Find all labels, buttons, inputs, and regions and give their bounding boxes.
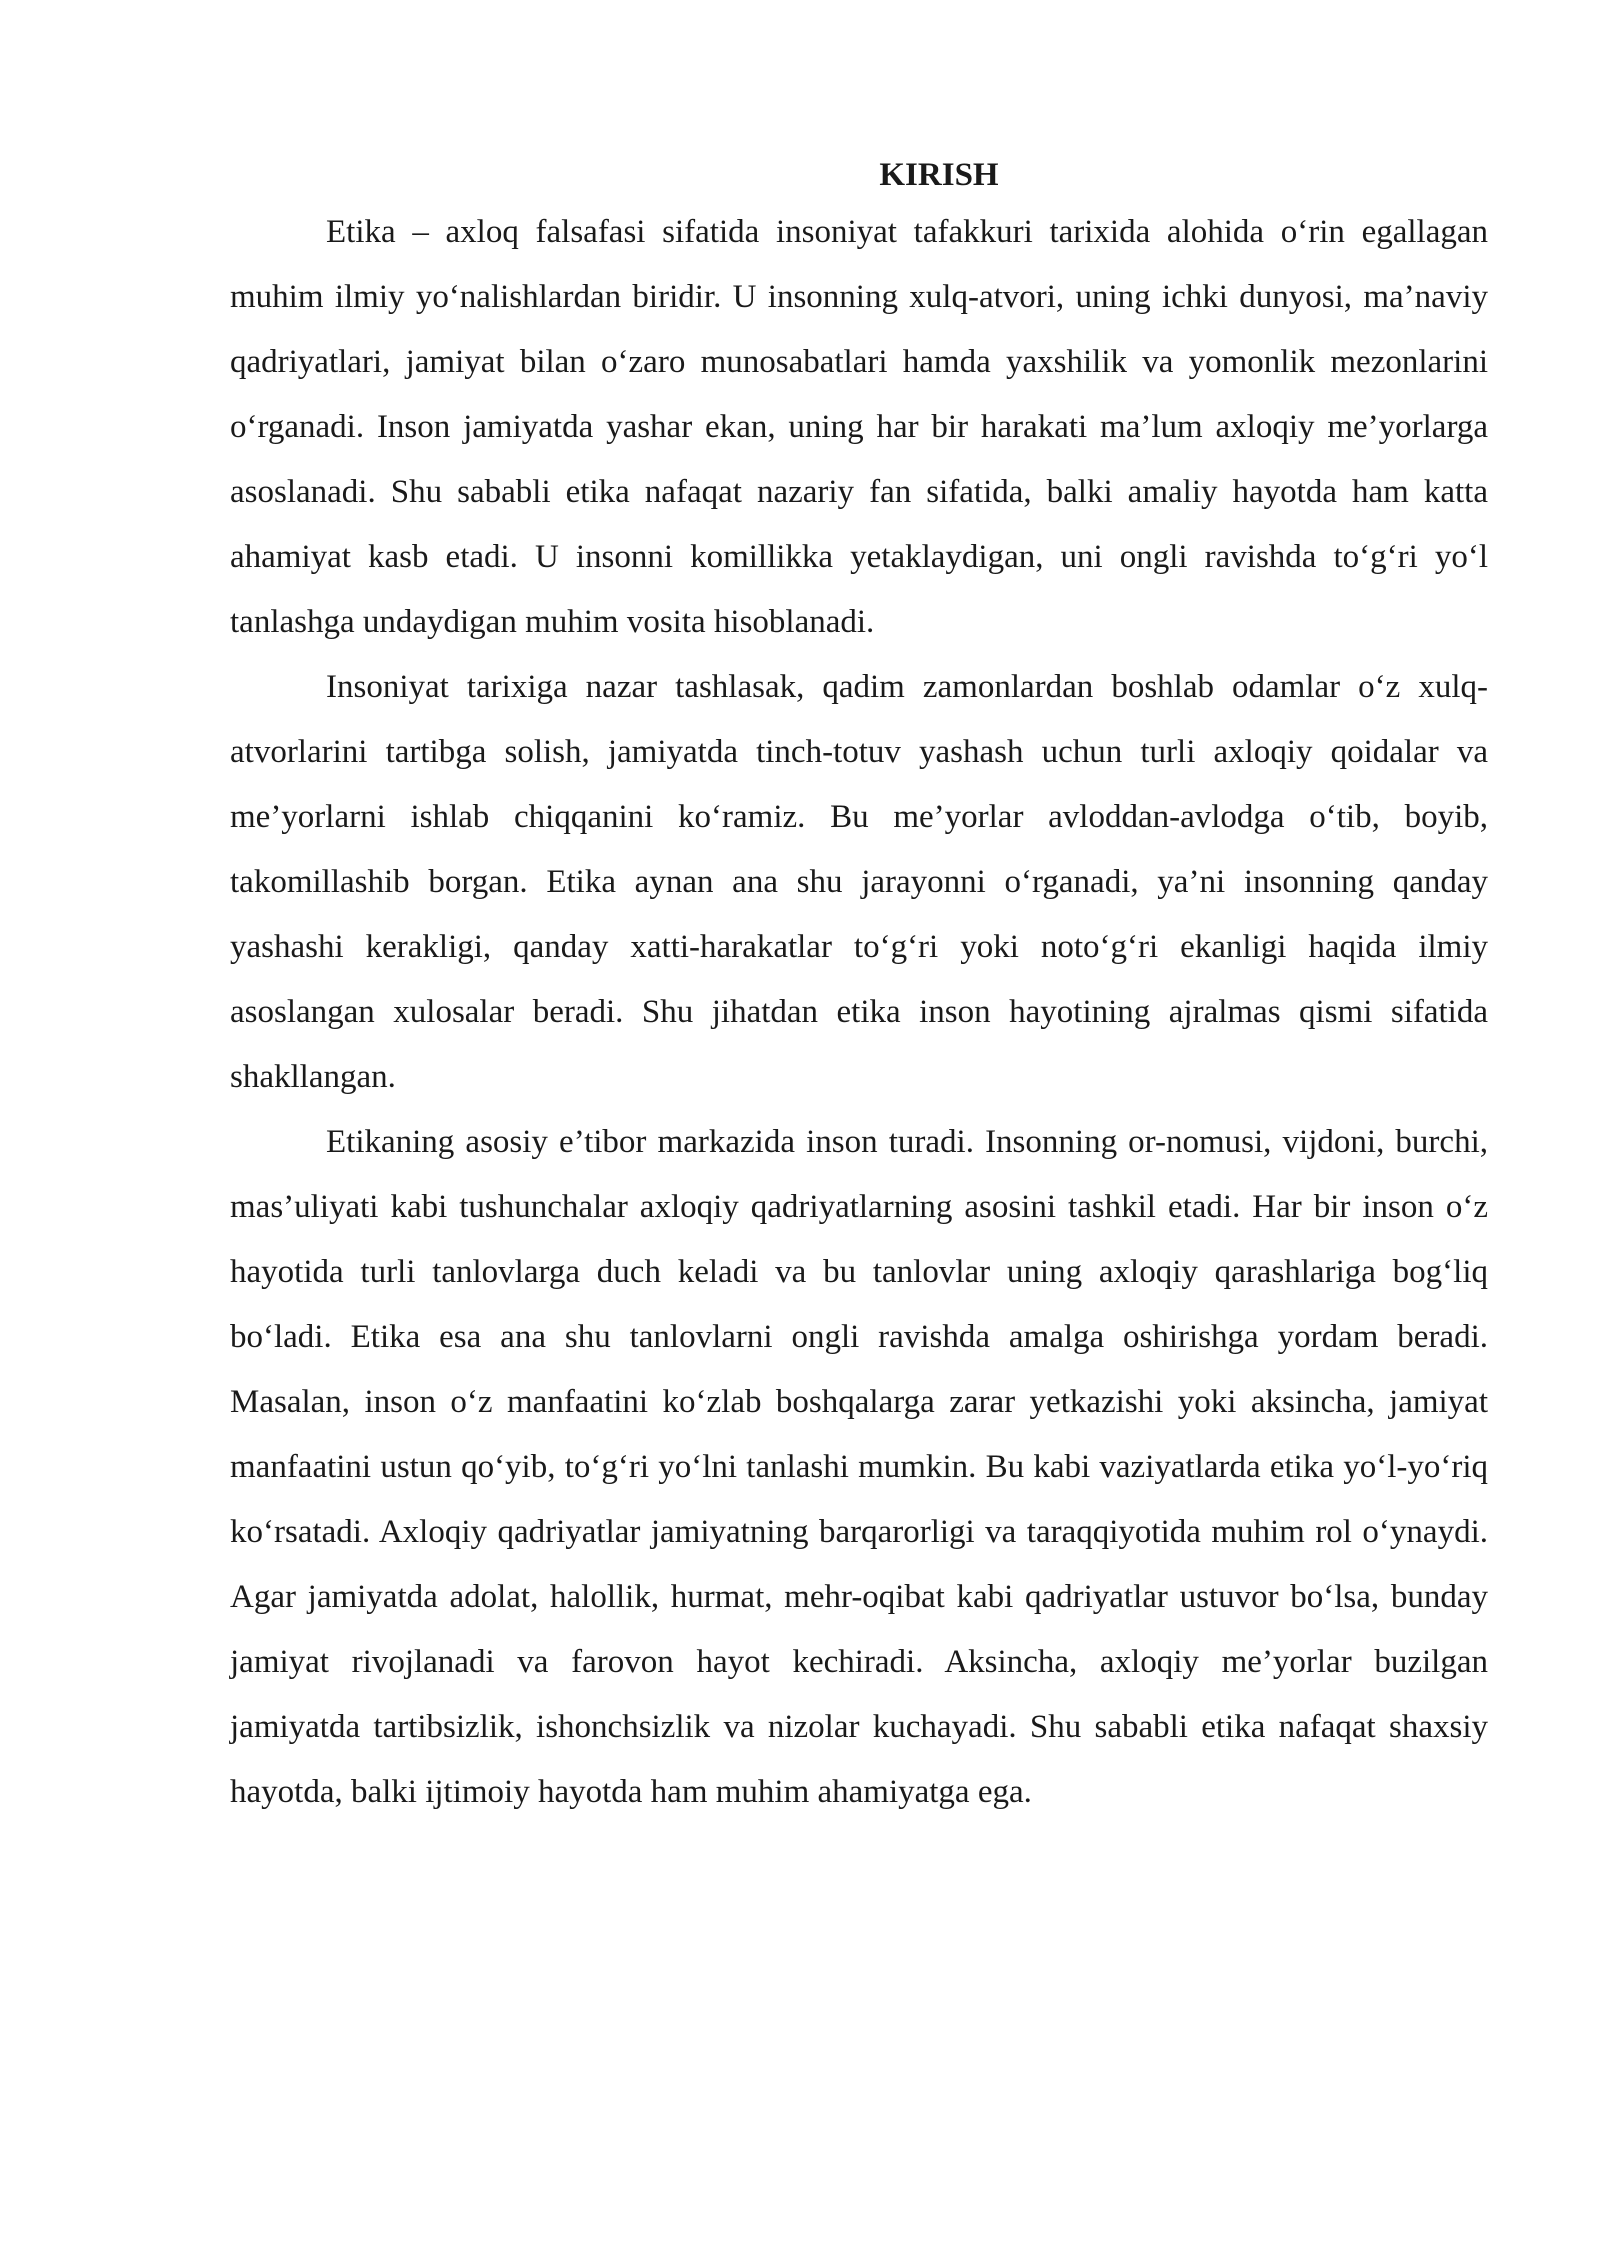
section-title: KIRISH (879, 157, 999, 193)
paragraph-2: Insoniyat tarixiga nazar tashlasak, qadim zamonlardan boshlab odamlar o‘z xulq-atvorlarini tartibga solish, jamiyatda tinch-totuv yashash uchun turli axloqiy qoidalar va me’yorlarni ishlab chiqqanini ko‘ramiz. Bu me’yorlar avloddan-avlodga o‘tib, boyib, takomillashib borgan. Etika aynan ana shu jarayonni o‘rganadi, ya’ni insonning qanday yashashi kerakligi, qanday xatti-harakatlar to‘g‘ri yoki noto‘g‘ri ekanligi haqida ilmiy asoslangan xulosalar beradi. Shu jihatdan etika inson hayotining ajralmas qismi sifatida shakllangan. (230, 669, 1488, 1095)
document-body (230, 150, 1488, 1825)
paragraph-3: Etikaning asosiy e’tibor markazida inson turadi. Insonning or-nomusi, vijdoni, burchi, mas’uliyati kabi tushunchalar axloqiy qadriyatlarning asosini tashkil etadi. Har bir inson o‘z hayotida turli tanlovlarga duch keladi va bu tanlovlar uning axloqiy qarashlariga bog‘liq bo‘ladi. Etika esa ana shu tanlovlarni ongli ravishda amalga oshirishga yordam beradi. Masalan, inson o‘z manfaatini ko‘zlab boshqalarga zarar yetkazishi yoki aksincha, jamiyat manfaatini ustun qo‘yib, to‘g‘ri yo‘lni tanlashi mumkin. Bu kabi vaziyatlarda etika yo‘l-yo‘riq ko‘rsatadi. Axloqiy qadriyatlar jamiyatning barqarorligi va taraqqiyotida muhim rol o‘ynaydi. Agar jamiyatda adolat, halollik, hurmat, mehr-oqibat kabi qadriyatlar ustuvor bo‘lsa, bunday jamiyat rivojlanadi va farovon hayot kechiradi. Aksincha, axloqiy me’yorlar buzilgan jamiyatda tartibsizlik, ishonchsizlik va nizolar kuchayadi. Shu sababli etika nafaqat shaxsiy hayotda, balki ijtimoiy hayotda ham muhim ahamiyatga ega. (230, 1124, 1488, 1810)
paragraph-1: Etika – axloq falsafasi sifatida insoniyat tafakkuri tarixida alohida o‘rin egallagan muhim ilmiy yo‘nalishlardan biridir. U insonning xulq-atvori, uning ichki dunyosi, ma’naviy qadriyatlari, jamiyat bilan o‘zaro munosabatlari hamda yaxshilik va yomonlik mezonlarini o‘rganadi. Inson jamiyatda yashar ekan, uning har bir harakati ma’lum axloqiy me’yorlarga asoslanadi. Shu sababli etika nafaqat nazariy fan sifatida, balki amaliy hayotda ham katta ahamiyat kasb etadi. U insonni komillikka yetaklaydigan, uni ongli ravishda to‘g‘ri yo‘l tanlashga undaydigan muhim vosita hisoblanadi. (230, 214, 1488, 640)
